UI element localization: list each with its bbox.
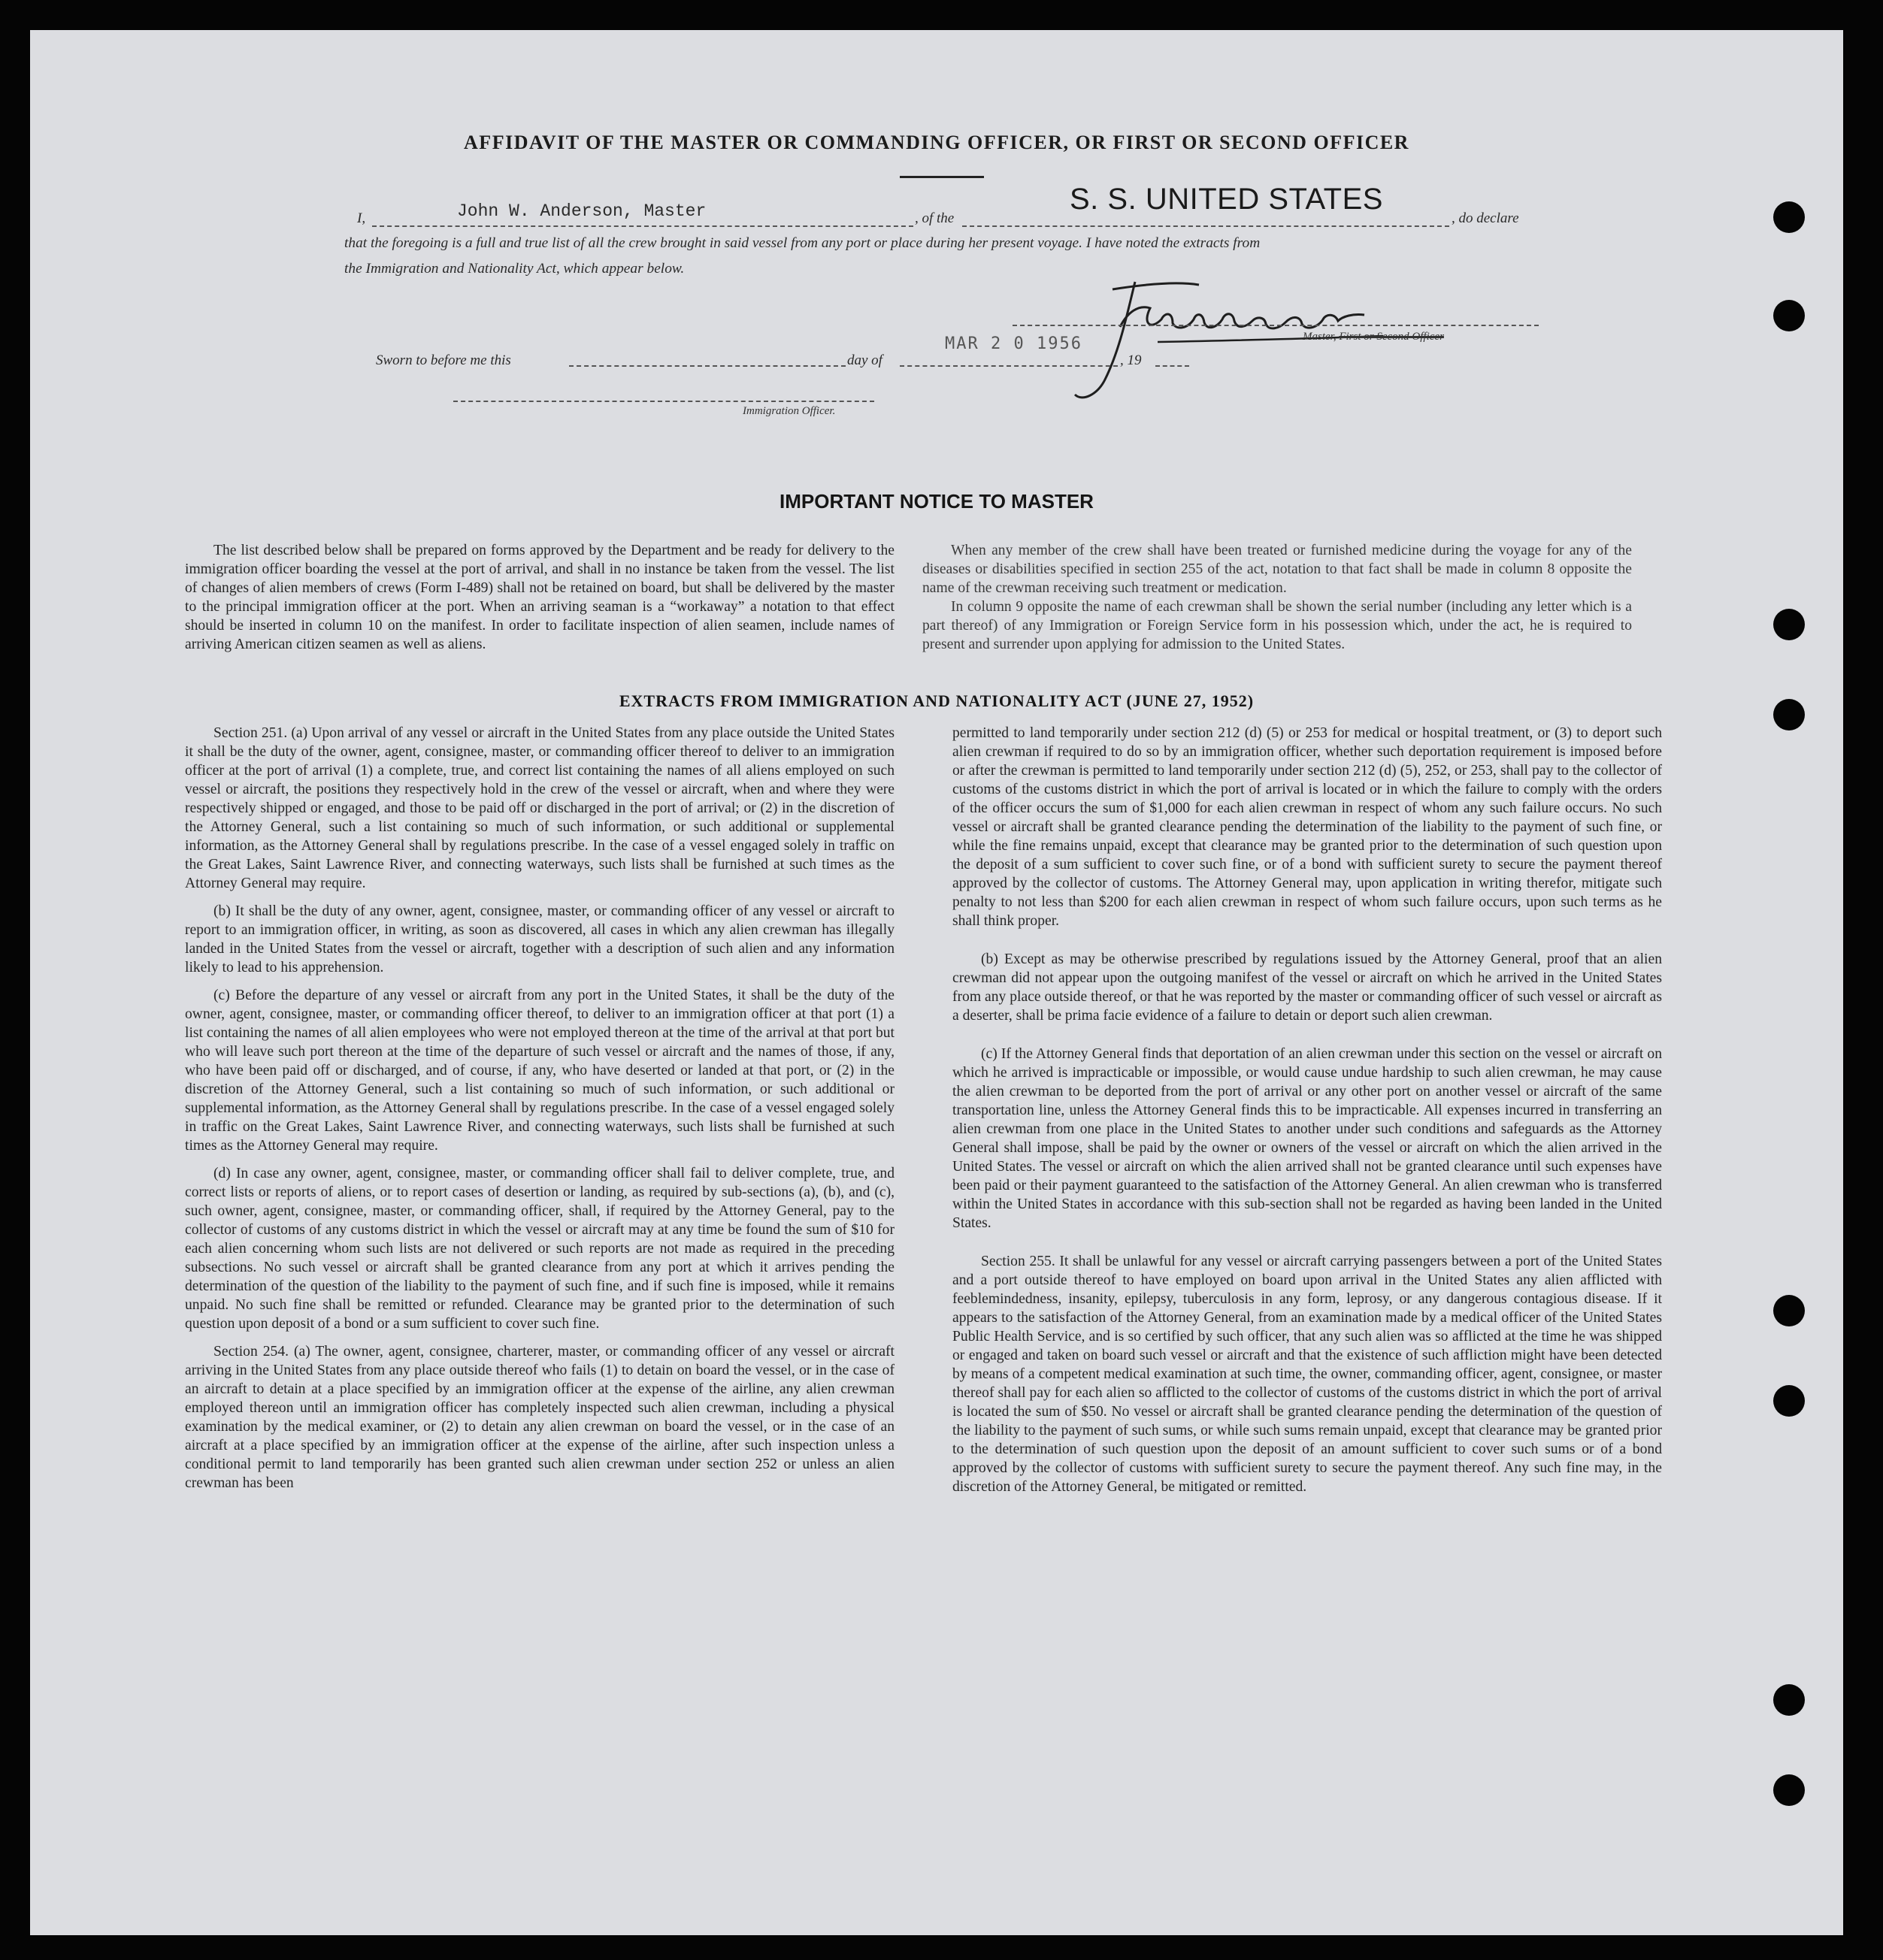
signature-line bbox=[1013, 325, 1539, 326]
of-the-label: , of the bbox=[915, 210, 955, 226]
sworn-day-line bbox=[569, 365, 846, 367]
master-title: Master, bbox=[1303, 331, 1337, 343]
punch-hole bbox=[1773, 201, 1805, 233]
i-label: I, bbox=[357, 210, 366, 226]
day-of-label: day of bbox=[847, 352, 882, 368]
vessel-name: S. S. UNITED STATES bbox=[1070, 183, 1383, 216]
notice-left-column bbox=[185, 541, 895, 663]
statement-line-2: the Immigration and Nationality Act, which appear below. bbox=[344, 261, 685, 277]
vessel-field-line bbox=[962, 225, 1449, 227]
notice-title: IMPORTANT NOTICE TO MASTER bbox=[780, 490, 1094, 513]
affidavit-title: AFFIDAVIT OF THE MASTER OR COMMANDING OFFICER, OR FIRST OR SECOND OFFICER bbox=[464, 132, 1409, 153]
struck-officer-title: First or Second Officer bbox=[1339, 331, 1444, 343]
section-251-d: (d) In case any owner, agent, consignee, master, or commanding officer shall fail to deliver complete, true, and correct lists or reports of aliens, or to report cases of desertion or landing, as required by sub-sections (a), (b), and (c), such owner, agent, consignee, master, or commanding officer, shall, if required by the Attorney General, pay to the collector of customs of any customs district in which the vessel or aircraft may at any time be found the sum of $10 for each alien concerning whom such lists are not delivered or such reports are not made as required in the preceding subsections. No such vessel or aircraft shall be granted clearance from any port at which it arrives pending the determination of the question of the liability to the payment of such fine, and if such fine is imposed, while it remains unpaid. No such fine shall be remitted or refunded. Clearance may be granted prior to the determination of such question upon deposit of a bond or a sum sufficient to cover such fine. bbox=[185, 1166, 895, 1332]
notice-right-column bbox=[922, 541, 1632, 663]
notice-right-paragraph-2: In column 9 opposite the name of each crewman shall be shown the serial number (including any letter which is a part thereof) of any Immigration or Foreign Service form in his possession which, under the act, he is required to present and surrender upon applying for admission to the United States. bbox=[922, 599, 1632, 652]
punch-hole bbox=[1773, 300, 1805, 331]
officer-signature-line bbox=[453, 401, 874, 402]
section-251-c: (c) Before the departure of any vessel or aircraft from any port in the United States, it shall be the duty of the owner, agent, consignee, master, or commanding officer thereof, to deliver to an immigration officer at that port (1) a list containing the names of all alien employees who were not employed thereon at the time of the arrival at that port but who will leave such port thereon at the time of the departure of such vessel or aircraft and the names of those, if any, who have been paid off or discharged, and of course, if any, who have deserted or landed at that port, or (2) in the discretion of the Attorney General, such a list containing so much of such information, or such additional or supplemental information, as the Attorney General shall by regulations prescribe. In the case of a vessel engaged solely in traffic on the Great Lakes, Saint Lawrence River, and connecting waterways, such lists shall be furnished at such times as the Attorney General may require. bbox=[185, 988, 895, 1154]
statement-line-1: that the foregoing is a full and true list of all the crew brought in said vessel from any port or place during her present voyage. I have noted the extracts from bbox=[344, 235, 1261, 251]
section-251-b: (b) It shall be the duty of any owner, agent, consignee, master, or commanding officer of any vessel or aircraft to report to an immigration officer, in writing, as soon as discovered, all cases in which any alien crewman has illegally landed in the United States from the vessel or aircraft, together with a description of such alien and any information likely to lead to his apprehension. bbox=[185, 903, 895, 975]
immigration-officer-label: Immigration Officer. bbox=[743, 405, 836, 417]
section-254-a: Section 254. (a) The owner, agent, consignee, charterer, master, or commanding officer of any vessel or aircraft arriving in the United States from any place outside thereof who fails (1) to detain on board the vessel, or in the case of an aircraft to detain at a place specified by an immigration officer at the expense of the airline, any alien crewman employed thereon until an immigration officer has completely inspected such alien crewman, including a physical examination by the medical examiner, or (2) to detain any alien crewman on board the vessel, or in the case of an aircraft at a place specified by an immigration officer at the expense of the airline, after such inspection unless a conditional permit to land temporarily has been granted such alien crewman under section 252 or unless an alien crewman has been bbox=[185, 1344, 895, 1491]
section-251-a: Section 251. (a) Upon arrival of any vessel or aircraft in the United States from any place outside the United States it shall be the duty of the owner, agent, consignee, master, or commanding officer thereof to deliver to an immigration officer at the port of arrival (1) a complete, true, and correct list containing the names of all aliens employed on such vessel or aircraft, the positions they respectively hold in the crew of the vessel or aircraft, when and where they were respectively shipped or engaged, and those to be paid off or discharged in the port of arrival; or (2) in the discretion of the Attorney General, such a list containing so much of such information, or such additional or supplemental information, as the Attorney General shall by regulations prescribe. In the case of a vessel engaged solely in traffic on the Great Lakes, Saint Lawrence River, and connecting waterways, such lists shall be furnished at such times as the Attorney General may require. bbox=[185, 725, 895, 891]
sworn-year-line bbox=[1155, 365, 1189, 367]
section-254-a-continued: permitted to land temporarily under section 212 (d) (5) or 253 for medical or hospital treatment, or (3) to deport such alien crewman if required to do so by an immigration officer, whether such deportation requirement is imposed before or after the crewman is permitted to land temporarily under section 212 (d) (5), 252, or 253, shall pay to the collector of customs of the customs district in which the port of arrival is located or in which the failure to comply with the orders of the officer occurs the sum of $1,000 for each alien crewman in respect of whom any such failure occurs. No such vessel or aircraft shall be granted clearance pending the determination of the liability to the payment of such fine, or while the fine remains unpaid, except that clearance may be granted prior to the determination of such question upon the deposit of a sum sufficient to cover such fine, or of a bond with sufficient surety to secure the payment thereof approved by the collector of customs. The Attorney General may, upon application in writing therefor, mitigate such penalty to not less than $200 for each alien crewman in respect of whom such failure occurs, upon such terms as he shall think proper. bbox=[952, 725, 1662, 929]
sworn-month-line bbox=[900, 365, 1118, 367]
notice-left-paragraph: The list described below shall be prepared on forms approved by the Department and be ready for delivery to the immigration officer boarding the vessel at the port of arrival, and shall in no instance be taken from the vessel. The list of changes of alien members of crews (Form I-489) shall not be retained on board, but shall be delivered by the master to the principal immigration officer at the port. When an arriving seaman is a “workaway” a notation to that effect should be inserted in column 10 on the manifest. In order to facilitate inspection of alien seamen, include names of arriving American citizen seamen as well as aliens. bbox=[185, 543, 895, 652]
name-field-line bbox=[372, 225, 913, 227]
do-declare-label: , do declare bbox=[1452, 210, 1519, 226]
extracts-right-column bbox=[952, 724, 1662, 1505]
notice-right-paragraph-1: When any member of the crew shall have been treated or furnished medicine during the voyage for any of the diseases or disabilities specified in section 255 of the act, notation to that fact shall be made in column 8 opposite the name of the crewman receiving such treatment or medication. bbox=[922, 543, 1632, 596]
master-label bbox=[1303, 331, 1444, 343]
extracts-title: EXTRACTS FROM IMMIGRATION AND NATIONALITY ACT (JUNE 27, 1952) bbox=[619, 691, 1255, 710]
year-label: , 19 bbox=[1120, 352, 1142, 368]
section-254-c: (c) If the Attorney General finds that deportation of an alien crewman under this section on the vessel or aircraft on which he arrived is impracticable or impossible, or would cause undue hardship to such alien crewman, he may cause the alien crewman to be deported from the port of arrival or any other port on another vessel or aircraft of the same transportation line, unless the Attorney General finds this to be impracticable. All expenses incurred in transferring an alien crewman from one place in the United States to another under such conditions and safeguards as the Attorney General shall impose, shall be paid by the owner or owners of the vessel or aircraft on which the alien arrived in the United States. The vessel or aircraft on which the alien arrived shall not be granted clearance until such expenses have been paid or their payment guaranteed to the satisfaction of the Attorney General. An alien crewman who is transferred within the United States in accordance with this sub-section shall not be regarded as having been landed in the United States. bbox=[952, 1046, 1662, 1231]
title-rule bbox=[900, 176, 984, 178]
punch-hole bbox=[1773, 1774, 1805, 1806]
punch-hole bbox=[1773, 1684, 1805, 1716]
punch-hole bbox=[1773, 609, 1805, 640]
sworn-label: Sworn to before me this bbox=[376, 352, 511, 368]
section-254-b: (b) Except as may be otherwise prescribed by regulations issued by the Attorney General, proof that an alien crewman did not appear upon the outgoing manifest of the vessel or aircraft on which he arrived in the United States from any place outside thereof, or that he was reported by the master or commanding officer of such vessel or aircraft as a deserter, shall be prima facie evidence of a failure to detain or deport such alien crewman. bbox=[952, 951, 1662, 1024]
document-page bbox=[30, 30, 1843, 1935]
section-255: Section 255. It shall be unlawful for any vessel or aircraft carrying passengers between a port of the United States and a port outside thereof to have employed on board upon arrival in the United States any alien afflicted with feeblemindedness, insanity, epilepsy, tuberculosis in any form, leprosy, or any dangerous contagious disease. If it appears to the satisfaction of the Attorney General, from an examination made by a medical officer of the United States Public Health Service, and is so certified by such officer, that any such alien was so afflicted at the time he was shipped or engaged and taken on board such vessel or aircraft and that the existence of such affliction might have been detected by means of a competent medical examination at such time, the owner, commanding officer, agent, consignee, or master thereof shall pay for each alien so afflicted to the collector of customs of the customs district in which the port of arrival is located the sum of $50. No vessel or aircraft shall be granted clearance pending the determination of the question of the liability to the payment of such sums, or while such sums remain unpaid, except that clearance may be granted prior to the determination of such question upon the deposit of an amount sufficient to cover such sums or of a bond approved by the collector of customs with sufficient surety to secure the payment thereof. Any such fine may, in the discretion of the Attorney General, be mitigated or remitted. bbox=[952, 1254, 1662, 1495]
date-stamp: MAR 2 0 1956 bbox=[945, 334, 1082, 353]
master-name-typed: John W. Anderson, Master bbox=[457, 201, 707, 221]
punch-hole bbox=[1773, 1385, 1805, 1417]
extracts-left-column bbox=[185, 724, 895, 1502]
punch-hole bbox=[1773, 1295, 1805, 1326]
